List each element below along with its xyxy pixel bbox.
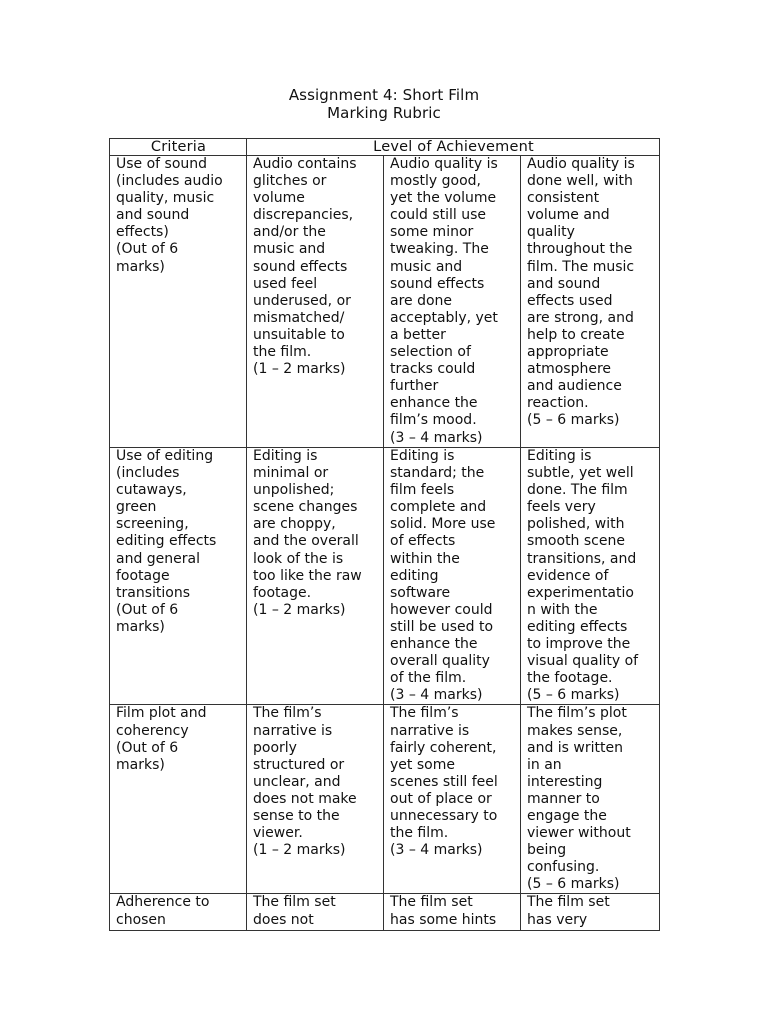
low-level-cell: The film set does not: [247, 894, 384, 931]
level-of-achievement-header: Level of Achievement: [247, 139, 660, 156]
mid-level-cell: Editing is standard; the film feels complete and solid. More use of effects within the editing software however could still be used to enhance the overall quality of the film. (3 – 4 marks): [384, 448, 521, 705]
criteria-cell: Adherence to chosen: [110, 894, 247, 931]
high-level-cell: The film set has very: [521, 894, 660, 931]
table-row: [110, 894, 660, 931]
low-level-cell: Editing is minimal or unpolished; scene changes are choppy, and the overall look of the is too like the raw footage. (1 – 2 marks): [247, 448, 384, 705]
high-level-cell: Editing is subtle, yet well done. The film feels very polished, with smooth scene transitions, and evidence of experimentatio n with the editing effects to improve the visual quality of the footage. (5 – 6 marks): [521, 448, 660, 705]
mid-level-cell: Audio quality is mostly good, yet the volume could still use some minor tweaking. The music and sound effects are done acceptably, yet a better selection of tracks could further enhance the film’s mood. (3 – 4 marks): [384, 156, 521, 448]
table-row: [110, 705, 660, 894]
rubric-table: [109, 138, 660, 931]
criteria-cell: Use of sound (includes audio quality, music and sound effects) (Out of 6 marks): [110, 156, 247, 448]
high-level-cell: The film’s plot makes sense, and is written in an interesting manner to engage the viewer without being confusing. (5 – 6 marks): [521, 705, 660, 894]
criteria-cell: Use of editing (includes cutaways, green screening, editing effects and general footage transitions (Out of 6 marks): [110, 448, 247, 705]
low-level-cell: Audio contains glitches or volume discrepancies, and/or the music and sound effects used feel underused, or mismatched/ unsuitable to the film. (1 – 2 marks): [247, 156, 384, 448]
header-row: [110, 139, 660, 156]
mid-level-cell: The film set has some hints: [384, 894, 521, 931]
table-row: [110, 448, 660, 705]
document-subtitle: Marking Rubric: [327, 104, 441, 122]
table-row: [110, 156, 660, 448]
mid-level-cell: The film’s narrative is fairly coherent, yet some scenes still feel out of place or unnecessary to the film. (3 – 4 marks): [384, 705, 521, 894]
criteria-cell: Film plot and coherency (Out of 6 marks): [110, 705, 247, 894]
low-level-cell: The film’s narrative is poorly structured or unclear, and does not make sense to the viewer. (1 – 2 marks): [247, 705, 384, 894]
document-title: Assignment 4: Short Film: [288, 86, 480, 104]
criteria-header: Criteria: [110, 139, 247, 156]
high-level-cell: Audio quality is done well, with consistent volume and quality throughout the film. The music and sound effects used are strong, and help to create appropriate atmosphere and audience reaction. (5 – 6 marks): [521, 156, 660, 448]
